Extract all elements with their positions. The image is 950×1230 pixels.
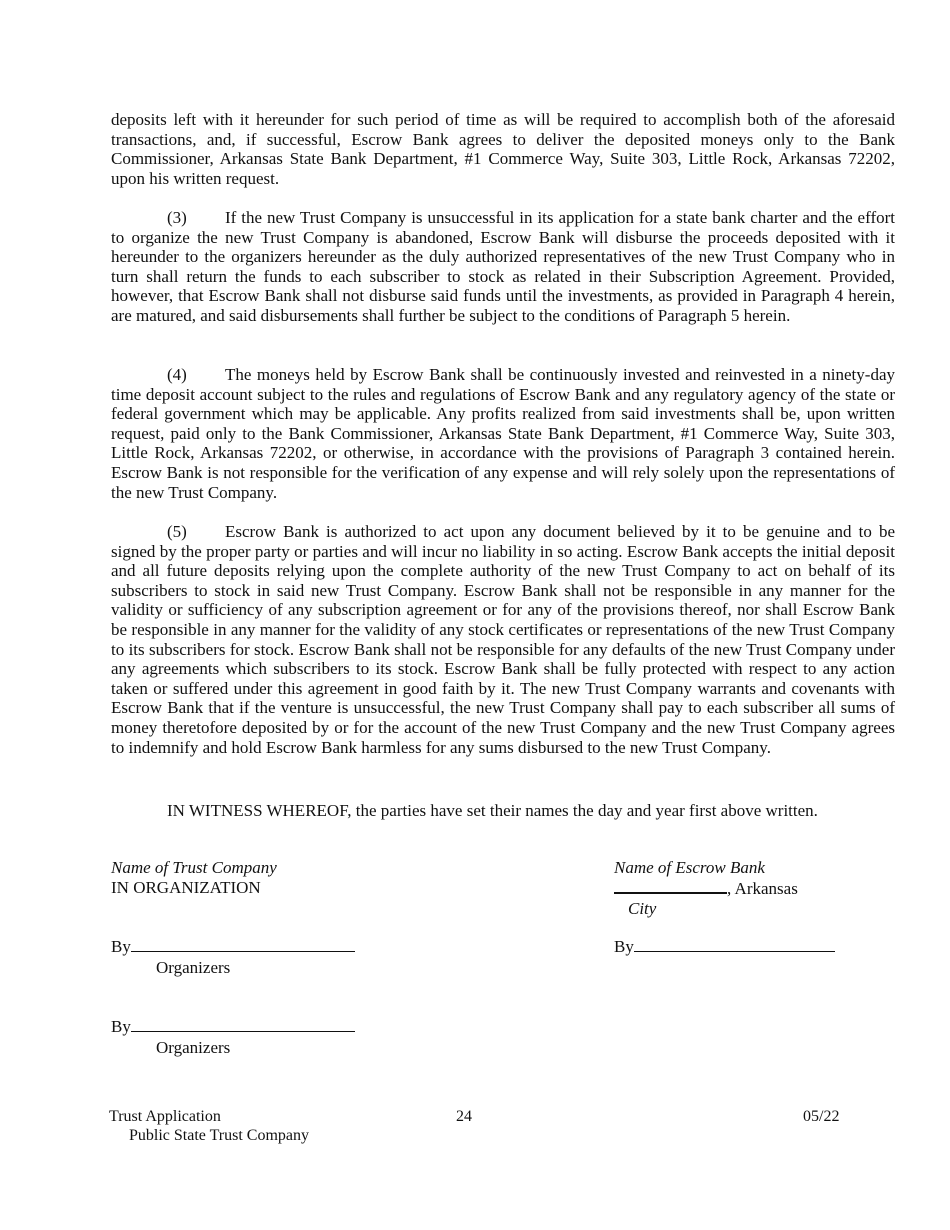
city-blank[interactable]	[614, 878, 727, 894]
by-label: By	[111, 1017, 131, 1036]
paragraph-3-text: If the new Trust Company is unsuccessful in its application for a state bank charter and the effort to organize the new Trust Company is abandoned, Escrow Bank will disburse the proceeds deposited with it hereunder to the organizers hereunder as the duly authorized representatives of the new Trust Company who in turn shall return the funds to each subscriber to stock as related in their Subscription Agreement. Provided, however, that Escrow Bank shall not disburse said funds until the investments, as provided in Paragraph 4 herein, are matured, and said disbursements shall further be subject to the conditions of Paragraph 5 herein.	[111, 208, 895, 325]
escrow-bank-name-label: Name of Escrow Bank	[614, 858, 765, 877]
paragraph-5-number: (5)	[167, 522, 187, 541]
state-suffix: , Arkansas	[727, 879, 798, 898]
paragraph-3-number: (3)	[167, 208, 187, 227]
organizers-label-1: Organizers	[156, 958, 231, 977]
paragraph-4	[111, 365, 895, 502]
footer-subtitle: Public State Trust Company	[129, 1127, 310, 1144]
trust-company-name-label: Name of Trust Company	[111, 858, 277, 877]
paragraph-5	[111, 522, 895, 757]
continuation-paragraph: deposits left with it hereunder for such period of time as will be required to accomplish both of the aforesaid transactions, and, if successful, Escrow Bank agrees to deliver the deposited moneys only to the Bank Commissioner, Arkansas State Bank Department, #1 Commerce Way, Suite 303, Little Rock, Arkansas 72202, upon his written request.	[111, 110, 895, 188]
signature-blank[interactable]	[634, 937, 835, 952]
paragraph-4-text: The moneys held by Escrow Bank shall be continuously invested and reinvested in a ninety-day time deposit account subject to the rules and regulations of Escrow Bank and any regulatory agency of the state or federal government which may be applicable. Any profits realized from said investments shall be, upon written request, paid only to the Bank Commissioner, Arkansas State Bank Department, #1 Commerce Way, Suite 303, Little Rock, Arkansas 72202, or otherwise, in accordance with the provisions of Paragraph 3 contained herein. Escrow Bank is not responsible for the verification of any expense and will rely solely upon the representations of the new Trust Company.	[111, 365, 895, 502]
footer-date: 05/22	[803, 1108, 840, 1125]
city-state-line[interactable]	[614, 878, 798, 899]
by-label: By	[111, 937, 131, 956]
organizers-label-2: Organizers	[156, 1038, 231, 1057]
signature-blank[interactable]	[131, 937, 355, 952]
paragraph-3	[111, 208, 895, 326]
left-signature-line-2[interactable]	[111, 1017, 355, 1037]
left-signature-line-1[interactable]	[111, 937, 355, 957]
footer-title: Trust Application	[109, 1108, 221, 1125]
city-label: City	[628, 899, 657, 918]
paragraph-5-text: Escrow Bank is authorized to act upon any document believed by it to be genuine and to be signed by the proper party or parties and will incur no liability in so acting. Escrow Bank accepts the initial deposit and all future deposits relying upon the complete authority of the new Trust Company to act on behalf of its subscribers to stock in said new Trust Company. Escrow Bank shall not be responsible in any manner for the validity or sufficiency of any subscription agreement or for any of the provisions thereof, nor shall Escrow Bank be responsible in any manner for the validity of any stock certificates or representations of the new Trust Company to its subscribers for stock. Escrow Bank shall not be responsible for any defaults of the new Trust Company under any agreements which subscribers to its stock. Escrow Bank shall be fully protected with respect to any action taken or suffered under this agreement in good faith by it. The new Trust Company warrants and covenants with Escrow Bank that if the venture is unsuccessful, the new Trust Company shall pay to each subscriber all sums of money theretofore deposited by or for the account of the new Trust Company and the new Trust Company agrees to indemnify and hold Escrow Bank harmless for any sums disbursed to the new Trust Company.	[111, 522, 895, 757]
paragraph-4-number: (4)	[167, 365, 187, 384]
page-number: 24	[456, 1108, 472, 1125]
right-signature-line[interactable]	[614, 937, 835, 957]
by-label: By	[614, 937, 634, 956]
signature-blank[interactable]	[131, 1017, 355, 1032]
witness-clause: IN WITNESS WHEREOF, the parties have set their names the day and year first above written.	[167, 801, 818, 820]
in-organization-label: IN ORGANIZATION	[111, 878, 261, 897]
